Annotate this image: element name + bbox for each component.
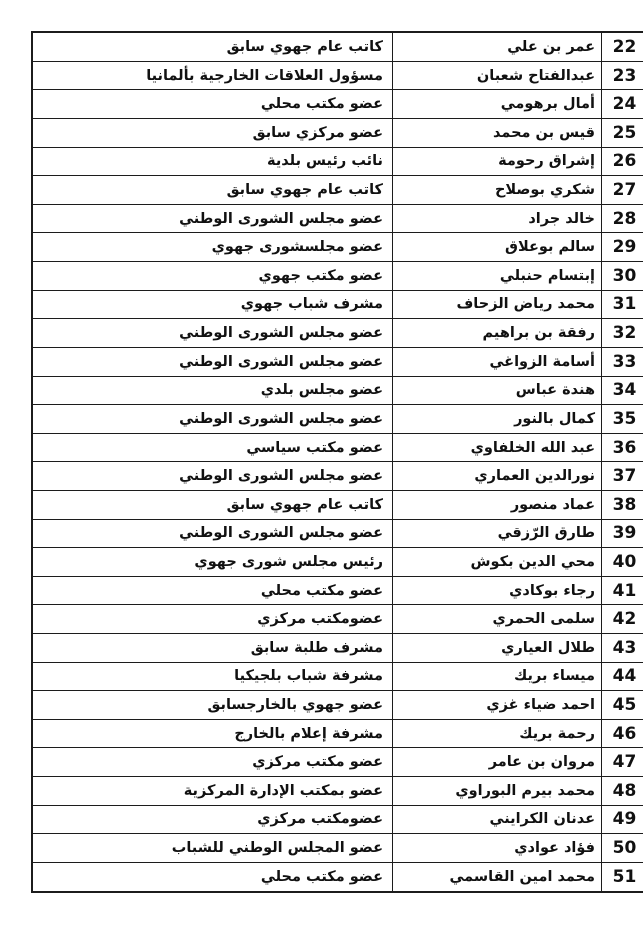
table-row: [32, 719, 643, 748]
table-row: [32, 204, 643, 233]
table-row: [32, 347, 643, 376]
cell-name: أسامة الزواغي: [393, 347, 602, 376]
table-row: [32, 405, 643, 434]
cell-role: كاتب عام جهوي سابق: [32, 490, 393, 519]
cell-number: 26: [602, 147, 643, 176]
cell-name: خالد جراد: [393, 204, 602, 233]
cell-role: مشرف شباب جهوي: [32, 290, 393, 319]
cell-role: عضو مجلس الشورى الوطني: [32, 347, 393, 376]
cell-role: عضو مكتب مركزي: [32, 748, 393, 777]
cell-name: قيس بن محمد: [393, 119, 602, 148]
cell-role: كاتب عام جهوي سابق: [32, 32, 393, 61]
cell-number: 51: [602, 862, 643, 892]
cell-name: أمال برهومي: [393, 90, 602, 119]
table-row: [32, 605, 643, 634]
table-row: [32, 862, 643, 892]
cell-role: رئيس مجلس شورى جهوي: [32, 548, 393, 577]
table-row: [32, 61, 643, 90]
cell-name: محمد امين القاسمي: [393, 862, 602, 892]
cell-name: فؤاد عوادي: [393, 834, 602, 863]
cell-number: 50: [602, 834, 643, 863]
cell-number: 41: [602, 576, 643, 605]
table-row: [32, 490, 643, 519]
cell-role: مشرفة شباب بلجيكيا: [32, 662, 393, 691]
cell-role: نائب رئيس بلدية: [32, 147, 393, 176]
cell-role: عضو مكتب محلي: [32, 90, 393, 119]
cell-number: 32: [602, 319, 643, 348]
cell-number: 44: [602, 662, 643, 691]
table-row: [32, 576, 643, 605]
table-row: [32, 233, 643, 262]
cell-role: مسؤول العلاقات الخارجية بألمانيا: [32, 61, 393, 90]
cell-name: نورالدين العماري: [393, 462, 602, 491]
cell-role: عضو مكتب سياسي: [32, 433, 393, 462]
cell-name: عدنان الكرايني: [393, 805, 602, 834]
table-row: [32, 834, 643, 863]
cell-name: عماد منصور: [393, 490, 602, 519]
cell-role: عضو مجلس الشورى الوطني: [32, 462, 393, 491]
table-row: [32, 319, 643, 348]
cell-name: احمد ضياء غزي: [393, 691, 602, 720]
cell-name: إشراق رحومة: [393, 147, 602, 176]
cell-name: ميساء بريك: [393, 662, 602, 691]
cell-name: رجاء بوكادي: [393, 576, 602, 605]
table-row: [32, 691, 643, 720]
cell-role: عضو مجلس الشورى الوطني: [32, 204, 393, 233]
cell-number: 49: [602, 805, 643, 834]
cell-number: 37: [602, 462, 643, 491]
cell-role: عضو مجلس الشورى الوطني: [32, 405, 393, 434]
cell-role: عضو مكتب جهوي: [32, 262, 393, 291]
cell-name: طارق الرّزقي: [393, 519, 602, 548]
cell-number: 38: [602, 490, 643, 519]
cell-role: عضو مكتب محلي: [32, 862, 393, 892]
cell-role: عضو مركزي سابق: [32, 119, 393, 148]
cell-role: عضومكتب مركزي: [32, 605, 393, 634]
cell-number: 39: [602, 519, 643, 548]
cell-role: عضو مجلس الشورى الوطني: [32, 519, 393, 548]
table-row: [32, 262, 643, 291]
cell-number: 48: [602, 777, 643, 806]
cell-name: كمال بالنور: [393, 405, 602, 434]
cell-name: شكري بوصلاح: [393, 176, 602, 205]
table-row: [32, 548, 643, 577]
cell-role: عضو بمكتب الإدارة المركزية: [32, 777, 393, 806]
cell-role: عضو مجلس بلدي: [32, 376, 393, 405]
cell-name: هندة عباس: [393, 376, 602, 405]
cell-number: 34: [602, 376, 643, 405]
table-row: [32, 119, 643, 148]
cell-number: 42: [602, 605, 643, 634]
table-row: [32, 176, 643, 205]
cell-role: عضو مكتب محلي: [32, 576, 393, 605]
cell-number: 23: [602, 61, 643, 90]
cell-role: عضو مجلسشورى جهوي: [32, 233, 393, 262]
member-roster-table: [31, 31, 643, 893]
cell-number: 33: [602, 347, 643, 376]
cell-name: محمد بيرم البوراوي: [393, 777, 602, 806]
cell-name: عبد الله الخلفاوي: [393, 433, 602, 462]
cell-number: 45: [602, 691, 643, 720]
table-row: [32, 662, 643, 691]
cell-number: 30: [602, 262, 643, 291]
cell-name: سالم بوعلاق: [393, 233, 602, 262]
cell-role: كاتب عام جهوي سابق: [32, 176, 393, 205]
cell-number: 40: [602, 548, 643, 577]
table-row: [32, 633, 643, 662]
cell-role: مشرف طلبة سابق: [32, 633, 393, 662]
cell-name: طلال العياري: [393, 633, 602, 662]
table-row: [32, 462, 643, 491]
table-row: [32, 32, 643, 61]
cell-role: عضو المجلس الوطني للشباب: [32, 834, 393, 863]
table-row: [32, 805, 643, 834]
cell-name: محمد رياض الزحاف: [393, 290, 602, 319]
table-row: [32, 519, 643, 548]
cell-number: 25: [602, 119, 643, 148]
cell-name: رحمة بريك: [393, 719, 602, 748]
cell-role: عضومكتب مركزي: [32, 805, 393, 834]
cell-number: 46: [602, 719, 643, 748]
table-row: [32, 90, 643, 119]
cell-role: مشرفة إعلام بالخارج: [32, 719, 393, 748]
cell-name: سلمى الحمري: [393, 605, 602, 634]
cell-number: 31: [602, 290, 643, 319]
cell-number: 47: [602, 748, 643, 777]
cell-name: مروان بن عامر: [393, 748, 602, 777]
table-row: [32, 376, 643, 405]
cell-number: 43: [602, 633, 643, 662]
table-row: [32, 290, 643, 319]
cell-number: 29: [602, 233, 643, 262]
cell-role: عضو مجلس الشورى الوطني: [32, 319, 393, 348]
cell-name: إبتسام حنبلي: [393, 262, 602, 291]
table-row: [32, 147, 643, 176]
table-row: [32, 433, 643, 462]
cell-role: عضو جهوي بالخارجسابق: [32, 691, 393, 720]
cell-number: 22: [602, 32, 643, 61]
cell-name: محي الدين بكوش: [393, 548, 602, 577]
cell-name: رفقة بن براهيم: [393, 319, 602, 348]
table-row: [32, 777, 643, 806]
cell-name: عبدالفتاح شعبان: [393, 61, 602, 90]
table-row: [32, 748, 643, 777]
cell-number: 35: [602, 405, 643, 434]
cell-number: 27: [602, 176, 643, 205]
roster-table-body: [32, 32, 643, 892]
cell-number: 36: [602, 433, 643, 462]
cell-number: 28: [602, 204, 643, 233]
cell-name: عمر بن علي: [393, 32, 602, 61]
cell-number: 24: [602, 90, 643, 119]
